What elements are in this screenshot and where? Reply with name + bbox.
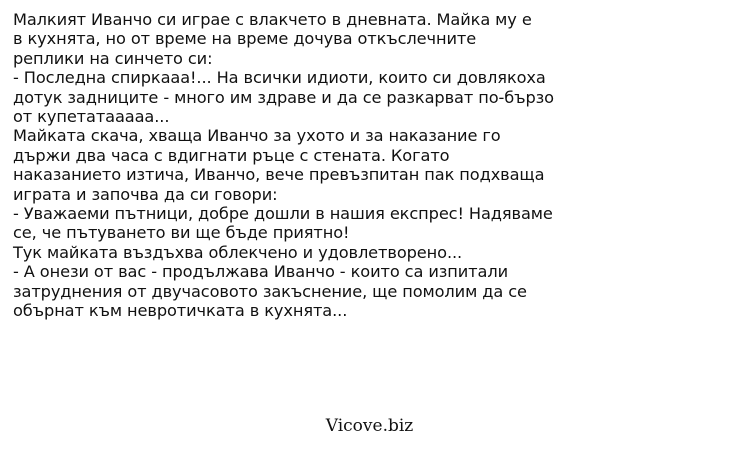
joke-line: Тук майката въздъхва облекчено и удовлетворено... bbox=[13, 242, 463, 262]
joke-line: - А онези от вас - продължава Иванчо - които са изпитали bbox=[13, 262, 508, 282]
joke-line: Майката скача, хваща Иванчо за ухото и за наказание го bbox=[13, 126, 501, 146]
joke-line: Малкият Иванчо си играе с влакчето в дневната. Майка му е bbox=[13, 10, 532, 29]
joke-line: - Уважаеми пътници, добре дошли в нашия експрес! Надяваме bbox=[13, 204, 553, 224]
joke-line: наказанието изтича, Иванчо, вече превъзпитан пак подхваща bbox=[13, 165, 545, 185]
joke-line: обърнат към невротичката в кухнята... bbox=[13, 301, 348, 321]
joke-line: дотук задниците - много им здраве и да се разкарват по-бързо bbox=[13, 87, 554, 107]
joke-line: се, че пътуването ви ще бъде приятно! bbox=[13, 223, 350, 243]
joke-text bbox=[13, 10, 728, 321]
joke-line: държи два часа с вдигнати ръце с стената. Когато bbox=[13, 145, 450, 165]
joke-line: в кухнята, но от време на време дочува откъслечните bbox=[13, 29, 477, 49]
joke-line: от купетатааааа... bbox=[13, 107, 170, 127]
joke-line: реплики на синчето си: bbox=[13, 48, 213, 68]
joke-line: играта и започва да си говори: bbox=[13, 184, 278, 204]
joke-line: - Последна спиркааа!... На всички идиоти, които си довлякоха bbox=[13, 68, 546, 88]
site-watermark: Vicove.biz bbox=[325, 416, 414, 436]
joke-line: затруднения от двучасовото закъснение, ще помолим да се bbox=[13, 281, 527, 301]
